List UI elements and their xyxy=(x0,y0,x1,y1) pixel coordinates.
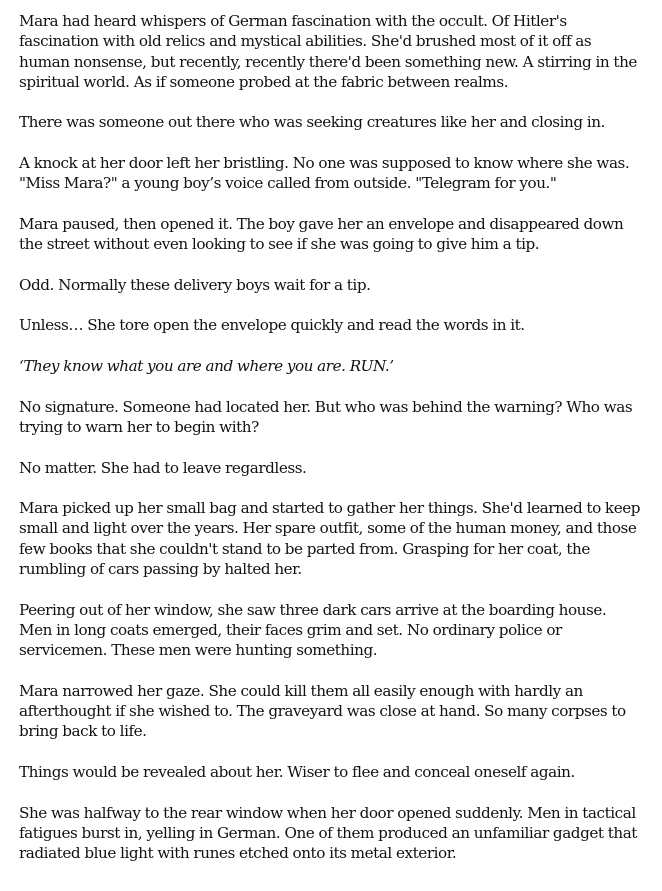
paragraph-4: Mara paused, then opened it. The boy gave her an envelope and disappeared down the street without even looking to see if she was going to give him a tip. xyxy=(19,214,624,254)
paragraph-14: She was halfway to the rear window when her door opened suddenly. Men in tactical fatigues burst in, yelling in German. One of them produced an unfamiliar gadget that radiated blue light with runes etched onto its metal exterior. xyxy=(19,803,637,863)
paragraph-2: There was someone out there who was seeking creatures like her and closing in. xyxy=(19,113,605,132)
paragraph-10: Mara picked up her small bag and started to gather her things. She'd learned to keep small and light over the years. Her spare outfit, some of the human money, and those few books that she couldn't stand to be parted from. Grasping for her coat, the rumbling of cars passing by halted her. xyxy=(19,499,641,579)
paragraph-11: Peering out of her window, she saw three dark cars arrive at the boarding house. Men in long coats emerged, their faces grim and set. No ordinary police or servicemen. These men were hunting something. xyxy=(19,600,607,660)
paragraph-3: A knock at her door left her bristling. No one was supposed to know where she was. "Miss Mara?" a young boy’s voice called from outside. "Telegram for you." xyxy=(19,154,630,193)
document-body xyxy=(19,11,649,884)
paragraph-5: Odd. Normally these delivery boys wait for a tip. xyxy=(19,275,371,294)
paragraph-9: No matter. She had to leave regardless. xyxy=(19,458,307,477)
paragraph-6: Unless… She tore open the envelope quickly and read the words in it. xyxy=(19,316,525,335)
paragraph-12: Mara narrowed her gaze. She could kill them all easily enough with hardly an afterthought if she wished to. The graveyard was close at hand. So many corpses to bring back to life. xyxy=(19,681,626,741)
paragraph-13: Things would be revealed about her. Wiser to flee and conceal oneself again. xyxy=(19,762,575,781)
paragraph-1: Mara had heard whispers of German fascination with the occult. Of Hitler's fascination with old relics and mystical abilities. She'd brushed most of it off as human nonsense, but recently, recently there'd been something new. A stirring in the spiritual world. As if someone probed at the fabric between realms. xyxy=(19,12,637,91)
paragraph-8: No signature. Someone had located her. But who was behind the warning? Who was trying to warn her to begin with? xyxy=(19,397,633,436)
telegram-message: ‘They know what you are and where you are. RUN.’ xyxy=(19,357,394,376)
